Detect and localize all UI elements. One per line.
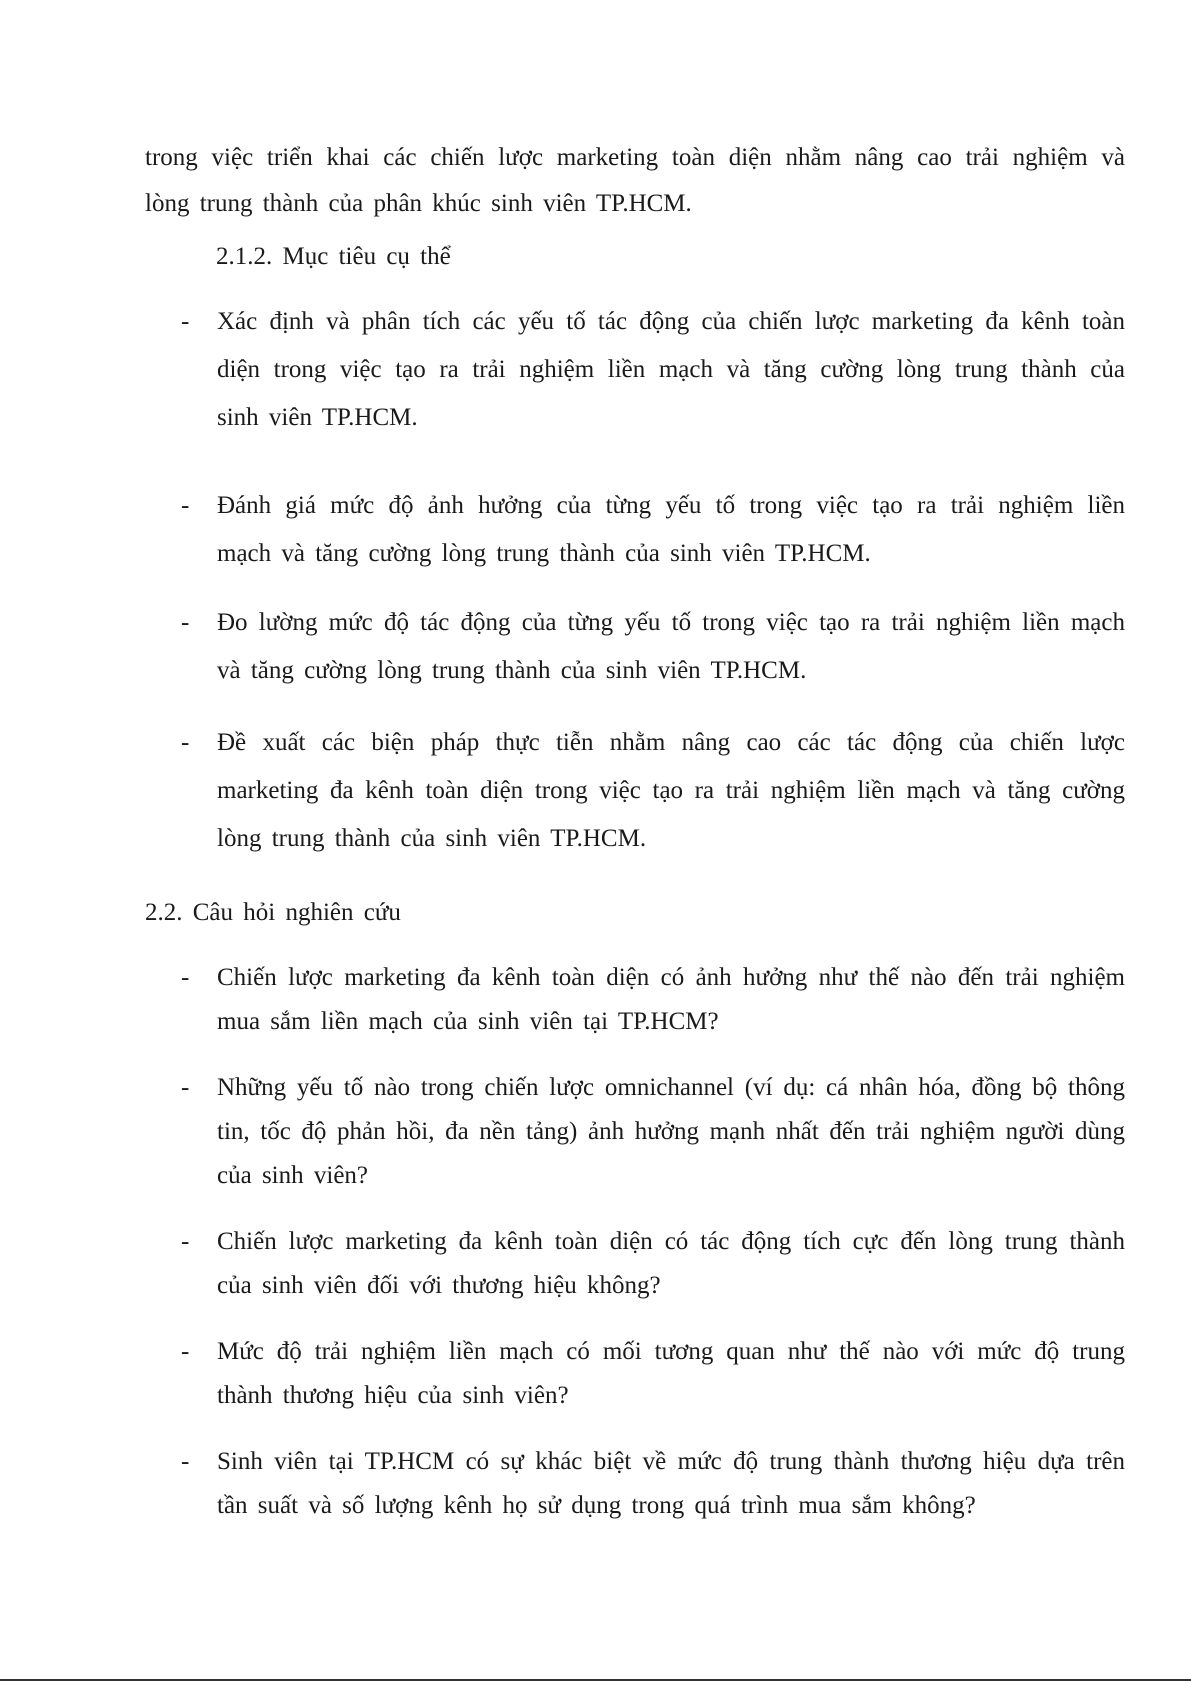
question-item-text: Những yếu tố nào trong chiến lược omnichannel (ví dụ: cá nhân hóa, đồng bộ thông tin, tốc độ phản hồi, đa nền tảng) ảnh hưởng mạnh nhất đến trải nghiệm người dùng của sinh viên? [217,1074,1125,1189]
bullet-dash: - [181,729,190,756]
bullet-dash: - [181,1448,190,1475]
page-bottom-rule [0,1679,1191,1681]
bullet-dash: - [181,1228,190,1255]
section-heading-objectives: 2.1.2. Mục tiêu cụ thể [216,243,451,270]
bullet-dash: - [181,1338,190,1365]
question-item-text: Chiến lược marketing đa kênh toàn diện có tác động tích cực đến lòng trung thành của sinh viên đối với thương hiệu không? [217,1228,1125,1299]
question-item-text: Chiến lược marketing đa kênh toàn diện có ảnh hưởng như thế nào đến trải nghiệm mua sắm liền mạch của sinh viên tại TP.HCM? [217,964,1125,1035]
intro-paragraph: trong việc triển khai các chiến lược marketing toàn diện nhằm nâng cao trải nghiệm và lòng trung thành của phân khúc sinh viên TP.HCM. [145,144,1125,217]
question-item-text: Sinh viên tại TP.HCM có sự khác biệt về mức độ trung thành thương hiệu dựa trên tần suất và số lượng kênh họ sử dụng trong quá trình mua sắm không? [217,1448,1125,1519]
objective-item-text: Đo lường mức độ tác động của từng yếu tố trong việc tạo ra trải nghiệm liền mạch và tăng cường lòng trung thành của sinh viên TP.HCM. [217,609,1125,684]
bullet-dash: - [181,609,190,636]
objective-item-text: Đánh giá mức độ ảnh hưởng của từng yếu tố trong việc tạo ra trải nghiệm liền mạch và tăng cường lòng trung thành của sinh viên TP.HCM. [217,492,1125,567]
question-item-text: Mức độ trải nghiệm liền mạch có mối tương quan như thế nào với mức độ trung thành thương hiệu của sinh viên? [217,1338,1125,1409]
objective-item-text: Xác định và phân tích các yếu tố tác động của chiến lược marketing đa kênh toàn diện trong việc tạo ra trải nghiệm liền mạch và tăng cường lòng trung thành của sinh viên TP.HCM. [217,308,1125,431]
bullet-dash: - [181,308,190,335]
bullet-dash: - [181,492,190,519]
section-heading-research-questions: 2.2. Câu hỏi nghiên cứu [145,899,401,926]
bullet-dash: - [181,964,190,991]
bullet-dash: - [181,1074,190,1101]
objective-item-text: Đề xuất các biện pháp thực tiễn nhằm nâng cao các tác động của chiến lược marketing đa kênh toàn diện trong việc tạo ra trải nghiệm liền mạch và tăng cường lòng trung thành của sinh viên TP.HCM. [217,729,1125,852]
